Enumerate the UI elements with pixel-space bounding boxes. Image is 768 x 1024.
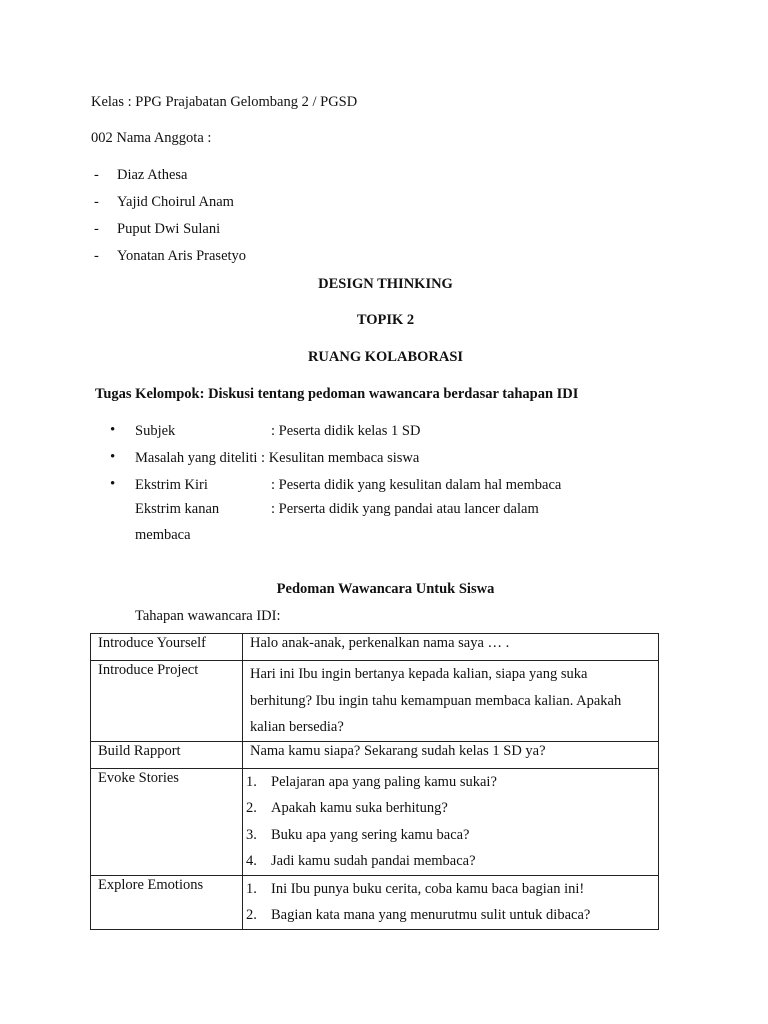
task-heading: Tugas Kelompok: Diskusi tentang pedoman wawancara berdasar tahapan IDI [95,386,579,402]
item-text: Apakah kamu suka berhitung? [271,800,448,816]
numbered-item [246,848,658,875]
list-dash: - [94,167,99,183]
table-row [91,661,659,742]
list-item: Diaz Athesa [117,167,188,183]
subjek-label: Subjek [135,423,176,439]
table-row [91,741,659,768]
table-row [91,768,659,875]
content-cell: Nama kamu siapa? Sekarang sudah kelas 1 SD ya? [243,741,659,768]
title-ruang-kolaborasi: RUANG KOLABORASI [307,349,464,365]
ekstrim-kiri-label: Ekstrim Kiri [135,477,208,493]
subjek-value: : Peserta didik kelas 1 SD [271,423,421,439]
table-row [91,634,659,661]
stage-cell: Introduce Project [91,661,243,742]
item-text: Bagian kata mana yang menurutmu sulit untuk dibaca? [271,907,591,923]
idi-interview-table [90,633,659,930]
ekstrim-kiri-value: : Peserta didik yang kesulitan dalam hal membaca [271,477,562,493]
item-text: Jadi kamu sudah pandai membaca? [271,853,476,869]
item-text: Buku apa yang sering kamu baca? [271,826,470,843]
numbered-item [246,876,658,903]
numbered-item [246,822,658,849]
list-item: Puput Dwi Sulani [117,221,221,237]
content-cell [243,768,659,875]
guide-subtitle: Tahapan wawancara IDI: [135,608,281,624]
bullet-glyph: • [110,449,116,465]
list-dash: - [94,248,99,264]
numbered-item [246,769,658,796]
stage-cell: Evoke Stories [91,768,243,875]
ekstrim-kanan-continuation: membaca [135,527,191,543]
content-cell: Halo anak-anak, perkenalkan nama saya … . [243,634,659,661]
title-topik: TOPIK 2 [356,312,415,328]
masalah-line: Masalah yang diteliti : Kesulitan membaca siswa [135,450,420,466]
stage-cell: Introduce Yourself [91,634,243,661]
item-number: 2. [246,800,257,816]
item-number: 3. [246,826,257,843]
list-item: Yonatan Aris Prasetyo [117,248,247,264]
item-number: 1. [246,880,257,897]
content-cell [243,661,659,742]
guide-title: Pedoman Wawancara Untuk Siswa [276,581,495,597]
content-text: Hari ini Ibu ingin bertanya kepada kalian, siapa yang suka berhitung? Ibu ingin tahu kemampuan membaca kalian. Apakah kalian bersedia? [250,666,622,735]
nama-anggota-label: 002 Nama Anggota : [91,130,212,146]
list-dash: - [94,194,99,210]
item-number: 4. [246,853,257,869]
list-item: Yajid Choirul Anam [117,194,234,210]
item-number: 2. [246,907,257,923]
numbered-item [246,795,658,822]
item-text: Pelajaran apa yang paling kamu sukai? [271,773,497,790]
bullet-glyph: • [110,422,116,438]
title-design-thinking: DESIGN THINKING [318,276,453,292]
ekstrim-kanan-value: : Perserta didik yang pandai atau lancer dalam [271,501,539,517]
stage-cell: Explore Emotions [91,875,243,929]
content-cell [243,875,659,929]
ekstrim-kanan-label: Ekstrim kanan [135,501,220,517]
kelas-line: Kelas : PPG Prajabatan Gelombang 2 / PGSD [91,94,358,110]
item-number: 1. [246,773,257,790]
table-row [91,875,659,929]
bullet-glyph: • [110,476,116,492]
numbered-item [246,902,658,929]
stage-cell: Build Rapport [91,741,243,768]
list-dash: - [94,221,99,237]
item-text: Ini Ibu punya buku cerita, coba kamu baca bagian ini! [271,880,585,897]
